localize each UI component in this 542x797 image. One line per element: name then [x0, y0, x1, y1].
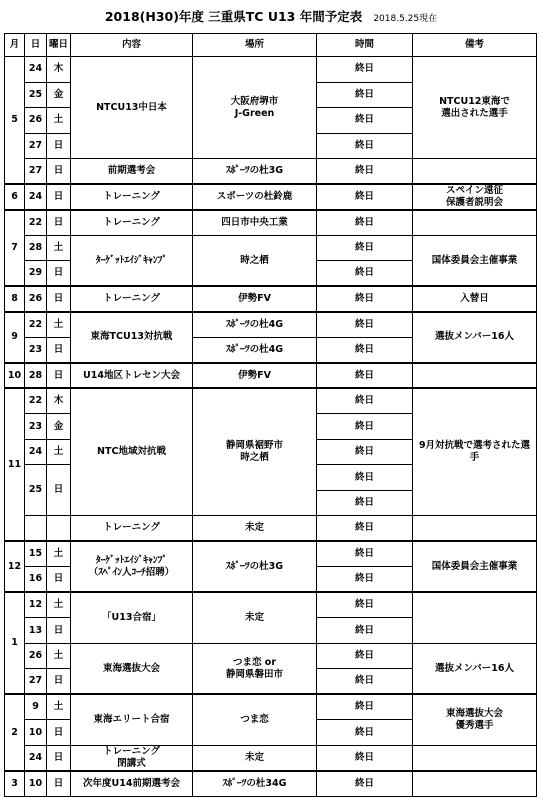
place-cell: ｽﾎﾟｰﾂの杜4G [193, 337, 317, 363]
time-cell: 終日 [317, 159, 413, 185]
month-cell: 2 [5, 694, 25, 771]
time-cell: 終日 [317, 57, 413, 83]
day-cell [25, 516, 47, 542]
day-cell: 27 [25, 133, 47, 159]
table-row [5, 592, 537, 618]
table-row [5, 745, 537, 771]
time-cell: 終日 [317, 465, 413, 491]
month-cell: 7 [5, 210, 25, 287]
place-cell: ｽﾎﾟｰﾂの杜3G [193, 541, 317, 592]
schedule-title: 2018(H30)年度 三重県TC U13 年間予定表 [104, 9, 363, 24]
month-cell: 11 [5, 388, 25, 541]
day-cell: 16 [25, 567, 47, 593]
notes-cell: スペイン遠征 保護者説明会 [413, 184, 537, 210]
place-cell: ｽﾎﾟｰﾂの杜4G [193, 312, 317, 338]
header-place: 場所 [193, 34, 317, 57]
place-cell: 未定 [193, 745, 317, 771]
table-row [5, 210, 537, 236]
as-of-date: 2018.5.25現在 [373, 14, 438, 24]
time-cell: 終日 [317, 235, 413, 261]
table-row [5, 643, 537, 669]
month-cell: 3 [5, 771, 25, 797]
content-cell: 次年度U14前期選考会 [71, 771, 193, 797]
time-cell: 終日 [317, 745, 413, 771]
place-cell: 時之栖 [193, 235, 317, 286]
weekday-cell: 土 [47, 108, 71, 134]
day-cell: 29 [25, 261, 47, 287]
day-cell: 9 [25, 694, 47, 720]
notes-cell: NTCU12東海で 選出された選手 [413, 57, 537, 159]
day-cell: 28 [25, 363, 47, 389]
time-cell: 終日 [317, 516, 413, 542]
day-cell: 15 [25, 541, 47, 567]
header-month: 月 [5, 34, 25, 57]
time-cell: 終日 [317, 567, 413, 593]
day-cell: 28 [25, 235, 47, 261]
weekday-cell: 日 [47, 261, 71, 287]
table-row [5, 159, 537, 185]
table-row [5, 541, 537, 567]
month-cell: 10 [5, 363, 25, 389]
header-row [5, 34, 537, 57]
weekday-cell: 金 [47, 414, 71, 440]
place-cell: 静岡県裾野市 時之栖 [193, 388, 317, 516]
notes-cell: 選抜メンバー16人 [413, 312, 537, 363]
notes-cell [413, 771, 537, 797]
notes-cell [413, 592, 537, 643]
notes-cell: 東海選抜大会 優秀選手 [413, 694, 537, 745]
day-cell: 25 [25, 465, 47, 516]
weekday-cell: 土 [47, 235, 71, 261]
weekday-cell: 日 [47, 133, 71, 159]
time-cell: 終日 [317, 261, 413, 287]
notes-cell: 国体委員会主催事業 [413, 235, 537, 286]
place-cell: 四日市中央工業 [193, 210, 317, 236]
document-title [0, 6, 542, 25]
day-cell: 24 [25, 439, 47, 465]
table-row [5, 235, 537, 261]
content-cell: トレーニング 閉講式 [71, 745, 193, 771]
time-cell: 終日 [317, 771, 413, 797]
time-cell: 終日 [317, 592, 413, 618]
weekday-cell: 日 [47, 337, 71, 363]
day-cell: 26 [25, 643, 47, 669]
table-row [5, 388, 537, 414]
weekday-cell: 日 [47, 771, 71, 797]
place-cell: 未定 [193, 592, 317, 643]
notes-cell [413, 516, 537, 542]
table-row [5, 516, 537, 542]
time-cell: 終日 [317, 184, 413, 210]
place-cell: ｽﾎﾟｰﾂの杜3G [193, 159, 317, 185]
time-cell: 終日 [317, 133, 413, 159]
content-cell: NTCU13中日本 [71, 57, 193, 159]
weekday-cell: 土 [47, 439, 71, 465]
weekday-cell: 日 [47, 567, 71, 593]
content-cell: トレーニング [71, 184, 193, 210]
day-cell: 24 [25, 57, 47, 83]
place-cell: 未定 [193, 516, 317, 542]
weekday-cell: 日 [47, 286, 71, 312]
content-cell: NTC地域対抗戦 [71, 388, 193, 516]
time-cell: 終日 [317, 618, 413, 644]
content-cell: ﾀｰｹﾞｯﾄｴｲｼﾞｷｬﾝﾌﾟ [71, 235, 193, 286]
time-cell: 終日 [317, 490, 413, 516]
time-cell: 終日 [317, 363, 413, 389]
time-cell: 終日 [317, 312, 413, 338]
time-cell: 終日 [317, 669, 413, 695]
content-cell: 東海選抜大会 [71, 643, 193, 694]
table-row [5, 771, 537, 797]
day-cell: 12 [25, 592, 47, 618]
day-cell: 27 [25, 669, 47, 695]
weekday-cell: 日 [47, 669, 71, 695]
day-cell: 23 [25, 414, 47, 440]
time-cell: 終日 [317, 210, 413, 236]
header-time: 時間 [317, 34, 413, 57]
notes-cell: 国体委員会主催事業 [413, 541, 537, 592]
notes-cell [413, 363, 537, 389]
time-cell: 終日 [317, 720, 413, 746]
table-row [5, 312, 537, 338]
weekday-cell: 木 [47, 388, 71, 414]
table-row [5, 184, 537, 210]
weekday-cell: 日 [47, 184, 71, 210]
header-notes: 備考 [413, 34, 537, 57]
day-cell: 26 [25, 286, 47, 312]
month-cell: 5 [5, 57, 25, 185]
header-day: 日 [25, 34, 47, 57]
day-cell: 23 [25, 337, 47, 363]
notes-cell: 9月対抗戦で選考された選手 [413, 388, 537, 516]
weekday-cell: 日 [47, 720, 71, 746]
place-cell: つま恋 [193, 694, 317, 745]
day-cell: 24 [25, 184, 47, 210]
weekday-cell: 日 [47, 465, 71, 516]
weekday-cell: 土 [47, 694, 71, 720]
day-cell: 10 [25, 771, 47, 797]
time-cell: 終日 [317, 286, 413, 312]
time-cell: 終日 [317, 694, 413, 720]
day-cell: 24 [25, 745, 47, 771]
table-row [5, 57, 537, 83]
header-weekday: 曜日 [47, 34, 71, 57]
weekday-cell: 土 [47, 643, 71, 669]
month-cell: 8 [5, 286, 25, 312]
time-cell: 終日 [317, 643, 413, 669]
time-cell: 終日 [317, 541, 413, 567]
place-cell: スポーツの杜鈴鹿 [193, 184, 317, 210]
day-cell: 10 [25, 720, 47, 746]
notes-cell [413, 745, 537, 771]
time-cell: 終日 [317, 82, 413, 108]
table-row [5, 286, 537, 312]
content-cell: 「U13合宿」 [71, 592, 193, 643]
weekday-cell: 金 [47, 82, 71, 108]
month-cell: 12 [5, 541, 25, 592]
notes-cell [413, 210, 537, 236]
notes-cell: 選抜メンバー16人 [413, 643, 537, 694]
time-cell: 終日 [317, 337, 413, 363]
month-cell: 1 [5, 592, 25, 694]
notes-cell: 入替日 [413, 286, 537, 312]
weekday-cell: 土 [47, 312, 71, 338]
weekday-cell: 日 [47, 745, 71, 771]
content-cell: 東海TCU13対抗戦 [71, 312, 193, 363]
notes-cell [413, 159, 537, 185]
time-cell: 終日 [317, 388, 413, 414]
place-cell: 伊勢FV [193, 363, 317, 389]
day-cell: 25 [25, 82, 47, 108]
header-content: 内容 [71, 34, 193, 57]
content-cell: トレーニング [71, 210, 193, 236]
weekday-cell: 木 [47, 57, 71, 83]
weekday-cell: 土 [47, 541, 71, 567]
content-cell: ﾀｰｹﾞｯﾄｴｲｼﾞｷｬﾝﾌﾟ （ｽﾍﾟｲﾝ人ｺｰﾁ招聘） [71, 541, 193, 592]
place-cell: 大阪府堺市 J-Green [193, 57, 317, 159]
weekday-cell: 日 [47, 210, 71, 236]
time-cell: 終日 [317, 414, 413, 440]
time-cell: 終日 [317, 439, 413, 465]
weekday-cell: 日 [47, 363, 71, 389]
day-cell: 27 [25, 159, 47, 185]
content-cell: 東海エリート合宿 [71, 694, 193, 745]
day-cell: 22 [25, 210, 47, 236]
weekday-cell: 日 [47, 159, 71, 185]
day-cell: 22 [25, 312, 47, 338]
month-cell: 6 [5, 184, 25, 210]
content-cell: U14地区トレセン大会 [71, 363, 193, 389]
schedule-table [4, 33, 537, 797]
weekday-cell [47, 516, 71, 542]
place-cell: つま恋 or 静岡県磐田市 [193, 643, 317, 694]
place-cell: 伊勢FV [193, 286, 317, 312]
table-row [5, 694, 537, 720]
table-row [5, 363, 537, 389]
content-cell: 前期選考会 [71, 159, 193, 185]
weekday-cell: 日 [47, 618, 71, 644]
content-cell: トレーニング [71, 286, 193, 312]
time-cell: 終日 [317, 108, 413, 134]
day-cell: 26 [25, 108, 47, 134]
place-cell: ｽﾎﾟｰﾂの杜34G [193, 771, 317, 797]
content-cell: トレーニング [71, 516, 193, 542]
weekday-cell: 土 [47, 592, 71, 618]
day-cell: 13 [25, 618, 47, 644]
day-cell: 22 [25, 388, 47, 414]
month-cell: 9 [5, 312, 25, 363]
